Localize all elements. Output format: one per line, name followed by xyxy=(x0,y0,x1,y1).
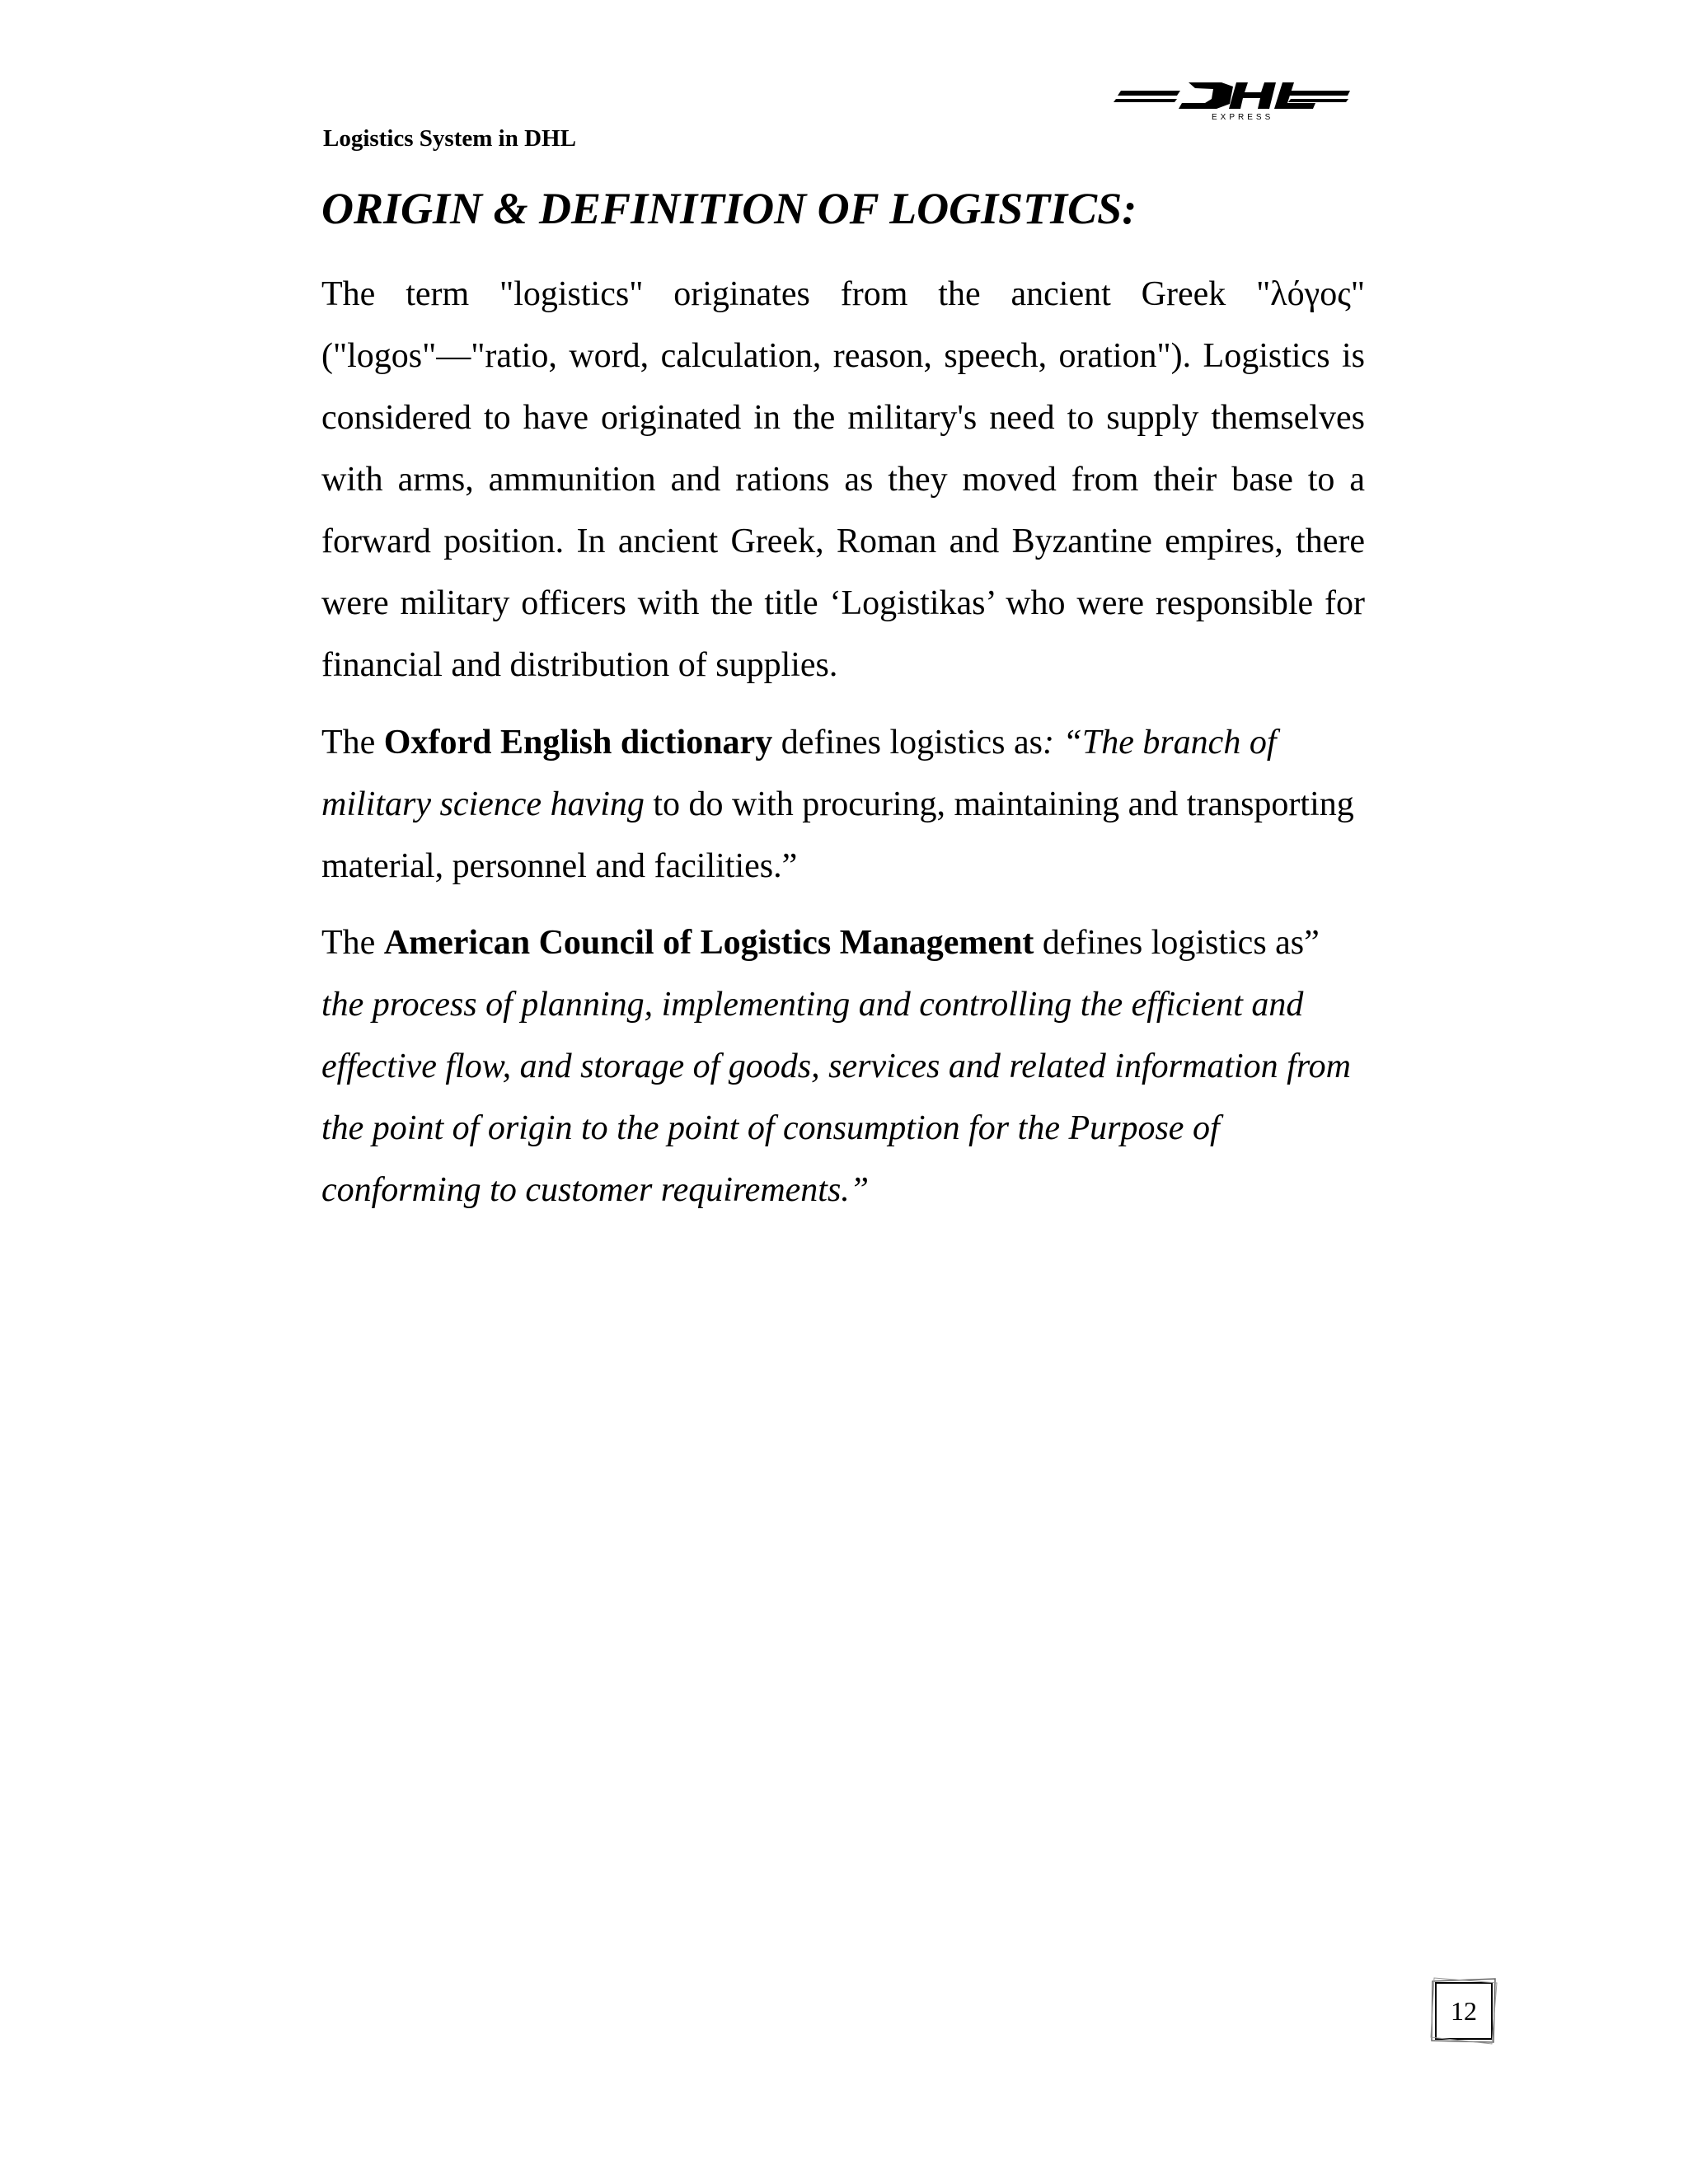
page-title: ORIGIN & DEFINITION OF LOGISTICS: xyxy=(321,184,1137,233)
council-prefix: The xyxy=(321,924,384,962)
oxford-prefix: The xyxy=(321,724,384,762)
oxford-quote-lead: : “The branch of military science having xyxy=(321,724,1277,823)
svg-text:EXPRESS: EXPRESS xyxy=(1212,113,1274,122)
dhl-logo xyxy=(1113,76,1352,124)
running-header: Logistics System in DHL xyxy=(323,125,576,152)
oxford-source: Oxford English dictionary xyxy=(383,724,773,762)
oxford-middle: defines logistics as xyxy=(772,724,1043,762)
paragraph-american-council-definition xyxy=(321,912,1365,1221)
council-quote: the process of planning, implementing and controlling the efficient and effective flow, and storage of goods, services and related information from the point of origin to the point of consumption for the Purpose of conforming to customer requirements.” xyxy=(321,986,1351,1209)
page-number-frame xyxy=(1429,1976,1498,2046)
council-source: American Council of Logistics Management xyxy=(383,924,1034,962)
paragraph-origin: The term "logistics" originates from the ancient Greek "λόγος" ("logos"—"ratio, word, calculation, reason, speech, oration"). Logistics is considered to have originated in the military's need to supply themselves with arms, ammunition and rations as they moved from their base to a forward position. In ancient Greek, Roman and Byzantine empires, there were military officers with the title ‘Logistikas’ who were responsible for financial and distribution of supplies. xyxy=(321,275,1365,684)
page-number: 12 xyxy=(1451,1996,1477,2026)
oxford-quote-rest: to do with procuring, maintaining and transporting material, personnel and facilities.” xyxy=(321,785,1354,885)
paragraph-oxford-definition xyxy=(321,712,1365,898)
council-middle: defines logistics as” xyxy=(1034,924,1320,962)
